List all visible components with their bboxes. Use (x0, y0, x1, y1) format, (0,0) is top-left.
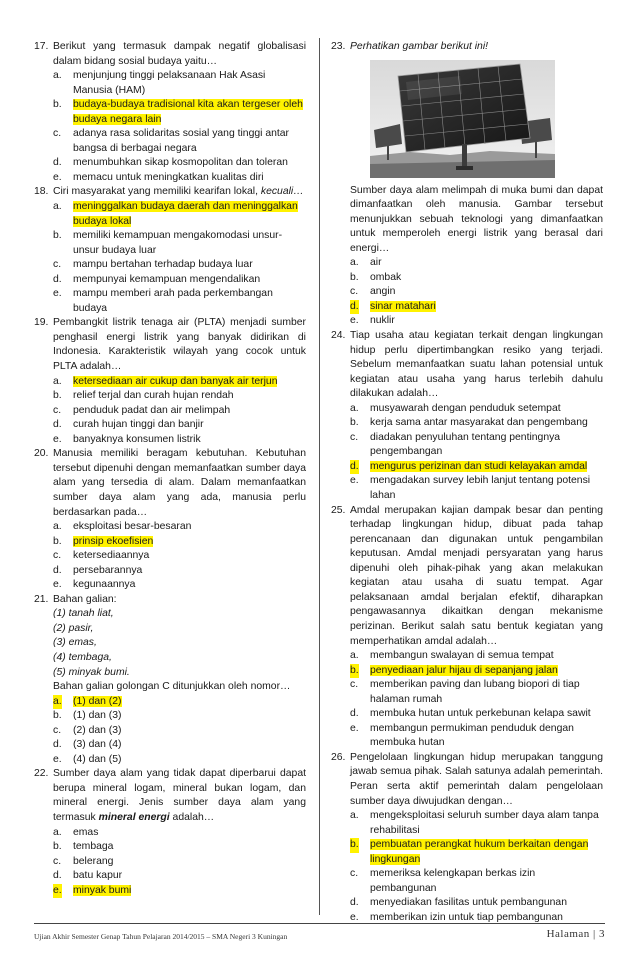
question-emphasis: mineral energi (98, 811, 170, 823)
option-label: b. (53, 230, 62, 242)
option-24c[interactable] (350, 431, 603, 460)
option-18d[interactable] (53, 273, 306, 288)
option-label: c. (53, 259, 62, 271)
option-label: d. (350, 300, 359, 315)
option-21d[interactable] (53, 738, 306, 753)
option-23d[interactable] (350, 300, 603, 315)
question-number: 19. (34, 317, 49, 329)
question-number: 22. (34, 768, 49, 780)
option-23e[interactable] (350, 314, 603, 329)
option-label: a. (350, 650, 359, 662)
option-text: ketersediaannya (73, 550, 150, 562)
option-text: adanya rasa solidaritas sosial yang tinggi antar bangsa di berbagai negara (73, 128, 290, 154)
question-22 (34, 767, 306, 825)
option-text: (2) dan (3) (73, 724, 122, 736)
option-label: a. (350, 257, 359, 269)
option-text: kegunaannya (73, 579, 136, 591)
option-text: membangun swalayan di semua tempat (370, 650, 554, 662)
option-text-highlighted: prinsip ekoefisien (73, 535, 154, 547)
option-label: d. (53, 739, 62, 751)
option-label: d. (53, 564, 62, 576)
option-text: menyediakan fasilitas untuk pembangunan (370, 897, 567, 909)
option-20d[interactable] (53, 564, 306, 579)
option-label: e. (350, 475, 359, 487)
option-text: banyaknya konsumen listrik (73, 433, 201, 445)
question-19 (34, 316, 306, 374)
option-text: membuka hutan untuk perkebunan kelapa sawit (370, 708, 591, 720)
column-divider (319, 38, 320, 915)
option-label: d. (350, 897, 359, 909)
list-item: (1) tanah liat, (53, 608, 114, 620)
list-item: (5) minyak bumi. (53, 666, 130, 678)
option-text: memiliki kemampuan mengakomodasi unsur-unsur budaya luar (73, 230, 283, 256)
option-20e[interactable] (53, 578, 306, 593)
option-25a[interactable] (350, 649, 603, 664)
option-19e[interactable] (53, 433, 306, 448)
option-label: e. (53, 288, 62, 300)
footer-exam-title: Ujian Akhir Semester Genap Tahun Pelajaran 2014/2015 – SMA Negeri 3 Kuningan (34, 932, 288, 941)
option-20c[interactable] (53, 549, 306, 564)
option-23c[interactable] (350, 285, 603, 300)
option-label: b. (53, 99, 62, 111)
option-26d[interactable] (350, 896, 603, 911)
question-20 (34, 447, 306, 520)
right-column (331, 40, 603, 925)
option-23b[interactable] (350, 271, 603, 286)
option-text: batu kapur (73, 870, 123, 882)
option-label: d. (350, 708, 359, 720)
question-24 (331, 329, 603, 402)
option-text-highlighted: mengurus perizinan dan studi kelayakan amdal (370, 460, 588, 472)
option-18e[interactable] (53, 287, 306, 316)
option-label: b. (53, 535, 62, 547)
option-18b[interactable] (53, 229, 306, 258)
option-label: e. (53, 884, 62, 899)
question-number: 24. (331, 330, 346, 342)
option-21b[interactable] (53, 709, 306, 724)
page-footer (34, 923, 605, 941)
option-text-highlighted: penyediaan jalur hijau di sepanjang jalan (370, 664, 558, 676)
option-text-highlighted: pembuatan perangkat hukum berkaitan dengan lingkungan (370, 839, 589, 865)
option-label: e. (53, 171, 62, 183)
option-text: relief terjal dan curah hujan rendah (73, 390, 234, 402)
option-label: a. (350, 810, 359, 822)
option-label: c. (53, 724, 62, 736)
option-text: membangun permukiman penduduk dengan membuka hutan (370, 722, 574, 749)
option-20b[interactable] (53, 535, 306, 550)
option-label: e. (53, 753, 62, 765)
option-17e[interactable] (53, 171, 306, 186)
option-text: eksploitasi besar-besaran (73, 521, 192, 533)
option-22c[interactable] (53, 855, 306, 870)
option-19a[interactable] (53, 375, 306, 390)
option-label: e. (53, 433, 62, 445)
question-body: Sumber daya alam melimpah di muka bumi dan dapat dimanfaatkan oleh manusia. Gambar tersebut menunjukkan sebuah teknologi yang dimanfaatkan untuk memperoleh energi listrik yang berasal dari energi… (350, 184, 603, 254)
question-stem: Bahan galian golongan C ditunjukkan oleh nomor… (53, 681, 291, 693)
option-label: d. (53, 870, 62, 882)
question-text: Sumber daya alam yang tidak dapat diperbarui dapat berupa mineral logam, mineral bukan logam, dan mineral energi. Jenis sumber daya alam yang termasuk (53, 768, 306, 823)
option-text: menjunjung tinggi pelaksanaan Hak Asasi Manusia (HAM) (73, 70, 266, 96)
option-text-highlighted: ketersediaan air cukup dan banyak air terjun (73, 375, 278, 387)
option-26a[interactable] (350, 809, 603, 838)
option-label: e. (350, 911, 359, 923)
option-text: curah hujan tinggi dan banjir (73, 419, 204, 431)
question-25 (331, 504, 603, 649)
option-label: c. (350, 431, 359, 443)
option-21a[interactable] (53, 695, 306, 710)
option-text: diadakan penyuluhan tentang pentingnya pengembangan (370, 431, 561, 458)
option-text: memberikan izin untuk tiap pembangunan (370, 911, 563, 923)
option-18a[interactable] (53, 200, 306, 229)
option-text: penduduk padat dan air melimpah (73, 404, 231, 416)
option-label: c. (53, 128, 62, 140)
question-text: Pembangkit listrik tenaga air (PLTA) menjadi sumber penghasil energi listrik yang banyak didirikan di Indonesia. Karakteristik wilayah yang cocok untuk PLTA adalah… (53, 317, 306, 373)
page-number: Halaman | 3 (546, 928, 605, 940)
question-26 (331, 751, 603, 809)
option-label: b. (53, 841, 62, 853)
option-21c[interactable] (53, 724, 306, 739)
option-text: memberikan paving dan lubang biopori di tiap halaman rumah (370, 679, 580, 705)
option-text: memeriksa kelengkapan berkas izin pembangunan (370, 868, 536, 894)
option-25d[interactable] (350, 707, 603, 722)
question-text: Manusia memiliki beragam kebutuhan. Kebutuhan tersebut dipenuhi dengan memanfaatkan sumber daya alam yang tersedia di alam. Dalam memanfaatkan sumber daya alam yang ada, manusia perlu berdasarkan pada… (53, 448, 306, 518)
option-22e[interactable] (53, 884, 306, 899)
option-22d[interactable] (53, 869, 306, 884)
question-text-tail: adalah… (172, 811, 215, 823)
option-text-highlighted: minyak bumi (73, 884, 132, 896)
question-number: 23. (331, 41, 346, 52)
option-17d[interactable] (53, 156, 306, 171)
option-text: mampu bertahan terhadap budaya luar (73, 259, 253, 271)
option-text: kerja sama antar masyarakat dan pengembang (370, 417, 588, 429)
option-18c[interactable] (53, 258, 306, 273)
option-text: nuklir (370, 315, 395, 327)
option-text: (4) dan (5) (73, 753, 122, 765)
option-label: d. (53, 419, 62, 431)
option-label: a. (53, 201, 62, 213)
question-text: Perhatikan gambar berikut ini! (350, 41, 489, 52)
option-text: mengeksploitasi seluruh sumber daya alam tanpa rehabilitasi (370, 810, 599, 836)
option-text: (1) dan (3) (73, 710, 122, 722)
solar-panel-photo (370, 60, 555, 178)
question-number: 18. (34, 186, 49, 198)
question-number: 25. (331, 504, 346, 516)
option-17b[interactable] (53, 98, 306, 127)
option-label: e. (350, 722, 359, 734)
option-label: c. (53, 404, 62, 416)
option-label: a. (53, 521, 62, 533)
question-text: Amdal merupakan kajian dampak besar dan penting terhadap lingkungan hidup, dibuat pada tahap perencanaan dan digunakan untuk pengambilan keputusan. Amdal menjadi persyaratan yang harus dipenuhi oleh pihak-pihak yang akan melakukan kegiatan atau usaha di suatu tempat. Agar pelaksanaan amdal berjalan efektif, diharapkan pengawasannya dikaitkan dengan mekanisme perizinan. Berikut salah satu bentuk kegiatan yang memperhatikan amdal adalah… (350, 504, 603, 647)
option-22a[interactable] (53, 826, 306, 841)
option-text: memacu untuk meningkatkan kualitas diri (73, 171, 264, 183)
list-item: (3) emas, (53, 637, 97, 649)
option-24b[interactable] (350, 416, 603, 431)
option-label: e. (53, 579, 62, 591)
option-label: c. (53, 855, 62, 867)
question-text: Tiap usaha atau kegiatan terkait dengan lingkungan hidup perlu dipertimbangkan resiko yang terjadi. Sebelum memanfaatkan suatu lahan potensial untuk kegiatan atau usaha yang harus terlebih dahulu dilakukan adalah… (350, 330, 603, 400)
option-text-highlighted: (1) dan (2) (73, 695, 122, 707)
option-24e[interactable] (350, 474, 603, 503)
option-text: persebarannya (73, 564, 143, 576)
option-label: a. (53, 826, 62, 838)
option-19c[interactable] (53, 404, 306, 419)
question-18 (34, 185, 306, 200)
option-text: (3) dan (4) (73, 739, 122, 751)
option-text-highlighted: budaya-budaya tradisional kita akan tergeser oleh budaya negara lain (73, 99, 303, 125)
question-number: 21. (34, 593, 49, 605)
option-text: mampu memberi arah pada perkembangan budaya (73, 288, 273, 314)
option-21e[interactable] (53, 753, 306, 768)
option-label: c. (350, 868, 359, 880)
question-number: 17. (34, 41, 49, 52)
option-text: menumbuhkan sikap kosmopolitan dan toleran (73, 157, 288, 169)
option-25e[interactable] (350, 722, 603, 751)
list-item: (2) pasir, (53, 622, 94, 634)
option-label: b. (53, 710, 62, 722)
option-label: d. (53, 157, 62, 169)
option-25b[interactable] (350, 664, 603, 679)
question-text: Ciri masyarakat yang memiliki kearifan lokal, (53, 186, 258, 198)
option-19d[interactable] (53, 418, 306, 433)
option-label: a. (350, 402, 359, 414)
left-column (34, 40, 306, 898)
option-22b[interactable] (53, 840, 306, 855)
option-17a[interactable] (53, 69, 306, 98)
option-text: mengadakan survey lebih lanjut tentang potensi lahan (370, 475, 591, 502)
question-21 (34, 593, 306, 608)
option-label: a. (53, 70, 62, 82)
option-text-highlighted: meninggalkan budaya daerah dan meninggalkan budaya lokal (73, 201, 298, 227)
option-label: b. (53, 390, 62, 402)
option-text-highlighted: sinar matahari (370, 300, 436, 312)
option-26c[interactable] (350, 867, 603, 896)
option-23a[interactable] (350, 256, 603, 271)
option-text: ombak (370, 271, 402, 283)
option-label: b. (350, 838, 359, 853)
question-17 (34, 40, 306, 69)
question-text: Bahan galian: (53, 593, 117, 605)
question-23 (331, 40, 603, 55)
question-emphasis: kecuali… (260, 186, 304, 198)
question-text: Berikut yang termasuk dampak negatif globalisasi dalam bidang sosial budaya yaitu… (53, 41, 306, 67)
option-17c[interactable] (53, 127, 306, 156)
option-text: emas (73, 826, 99, 838)
option-label: a. (53, 695, 62, 710)
option-label: c. (350, 286, 359, 298)
option-label: c. (53, 550, 62, 562)
option-text: belerang (73, 855, 114, 867)
option-label: b. (350, 271, 359, 283)
list-item: (4) tembaga, (53, 651, 112, 663)
question-text: Pengelolaan lingkungan hidup merupakan tanggung jawab semua pihak. Salah satunya adalah pemerintah. Peran serta aktif pemerintah dalam pengelolaan sumber daya diwujudkan dengan… (350, 751, 603, 807)
option-label: c. (350, 679, 359, 691)
option-text: mempunyai kemampuan mengendalikan (73, 273, 261, 285)
option-text: tembaga (73, 841, 114, 853)
option-label: d. (53, 273, 62, 285)
option-24a[interactable] (350, 402, 603, 417)
option-25c[interactable] (350, 678, 603, 707)
option-label: b. (350, 664, 359, 679)
option-label: e. (350, 315, 359, 327)
option-text: angin (370, 286, 396, 298)
option-text: musyawarah dengan penduduk setempat (370, 402, 561, 414)
option-26b[interactable] (350, 838, 603, 867)
option-label: d. (350, 460, 359, 475)
question-number: 26. (331, 751, 346, 763)
question-number: 20. (34, 448, 49, 460)
option-label: b. (350, 417, 359, 429)
option-20a[interactable] (53, 520, 306, 535)
option-text: air (370, 257, 382, 269)
option-24d[interactable] (350, 460, 603, 475)
option-label: a. (53, 375, 62, 387)
option-19b[interactable] (53, 389, 306, 404)
